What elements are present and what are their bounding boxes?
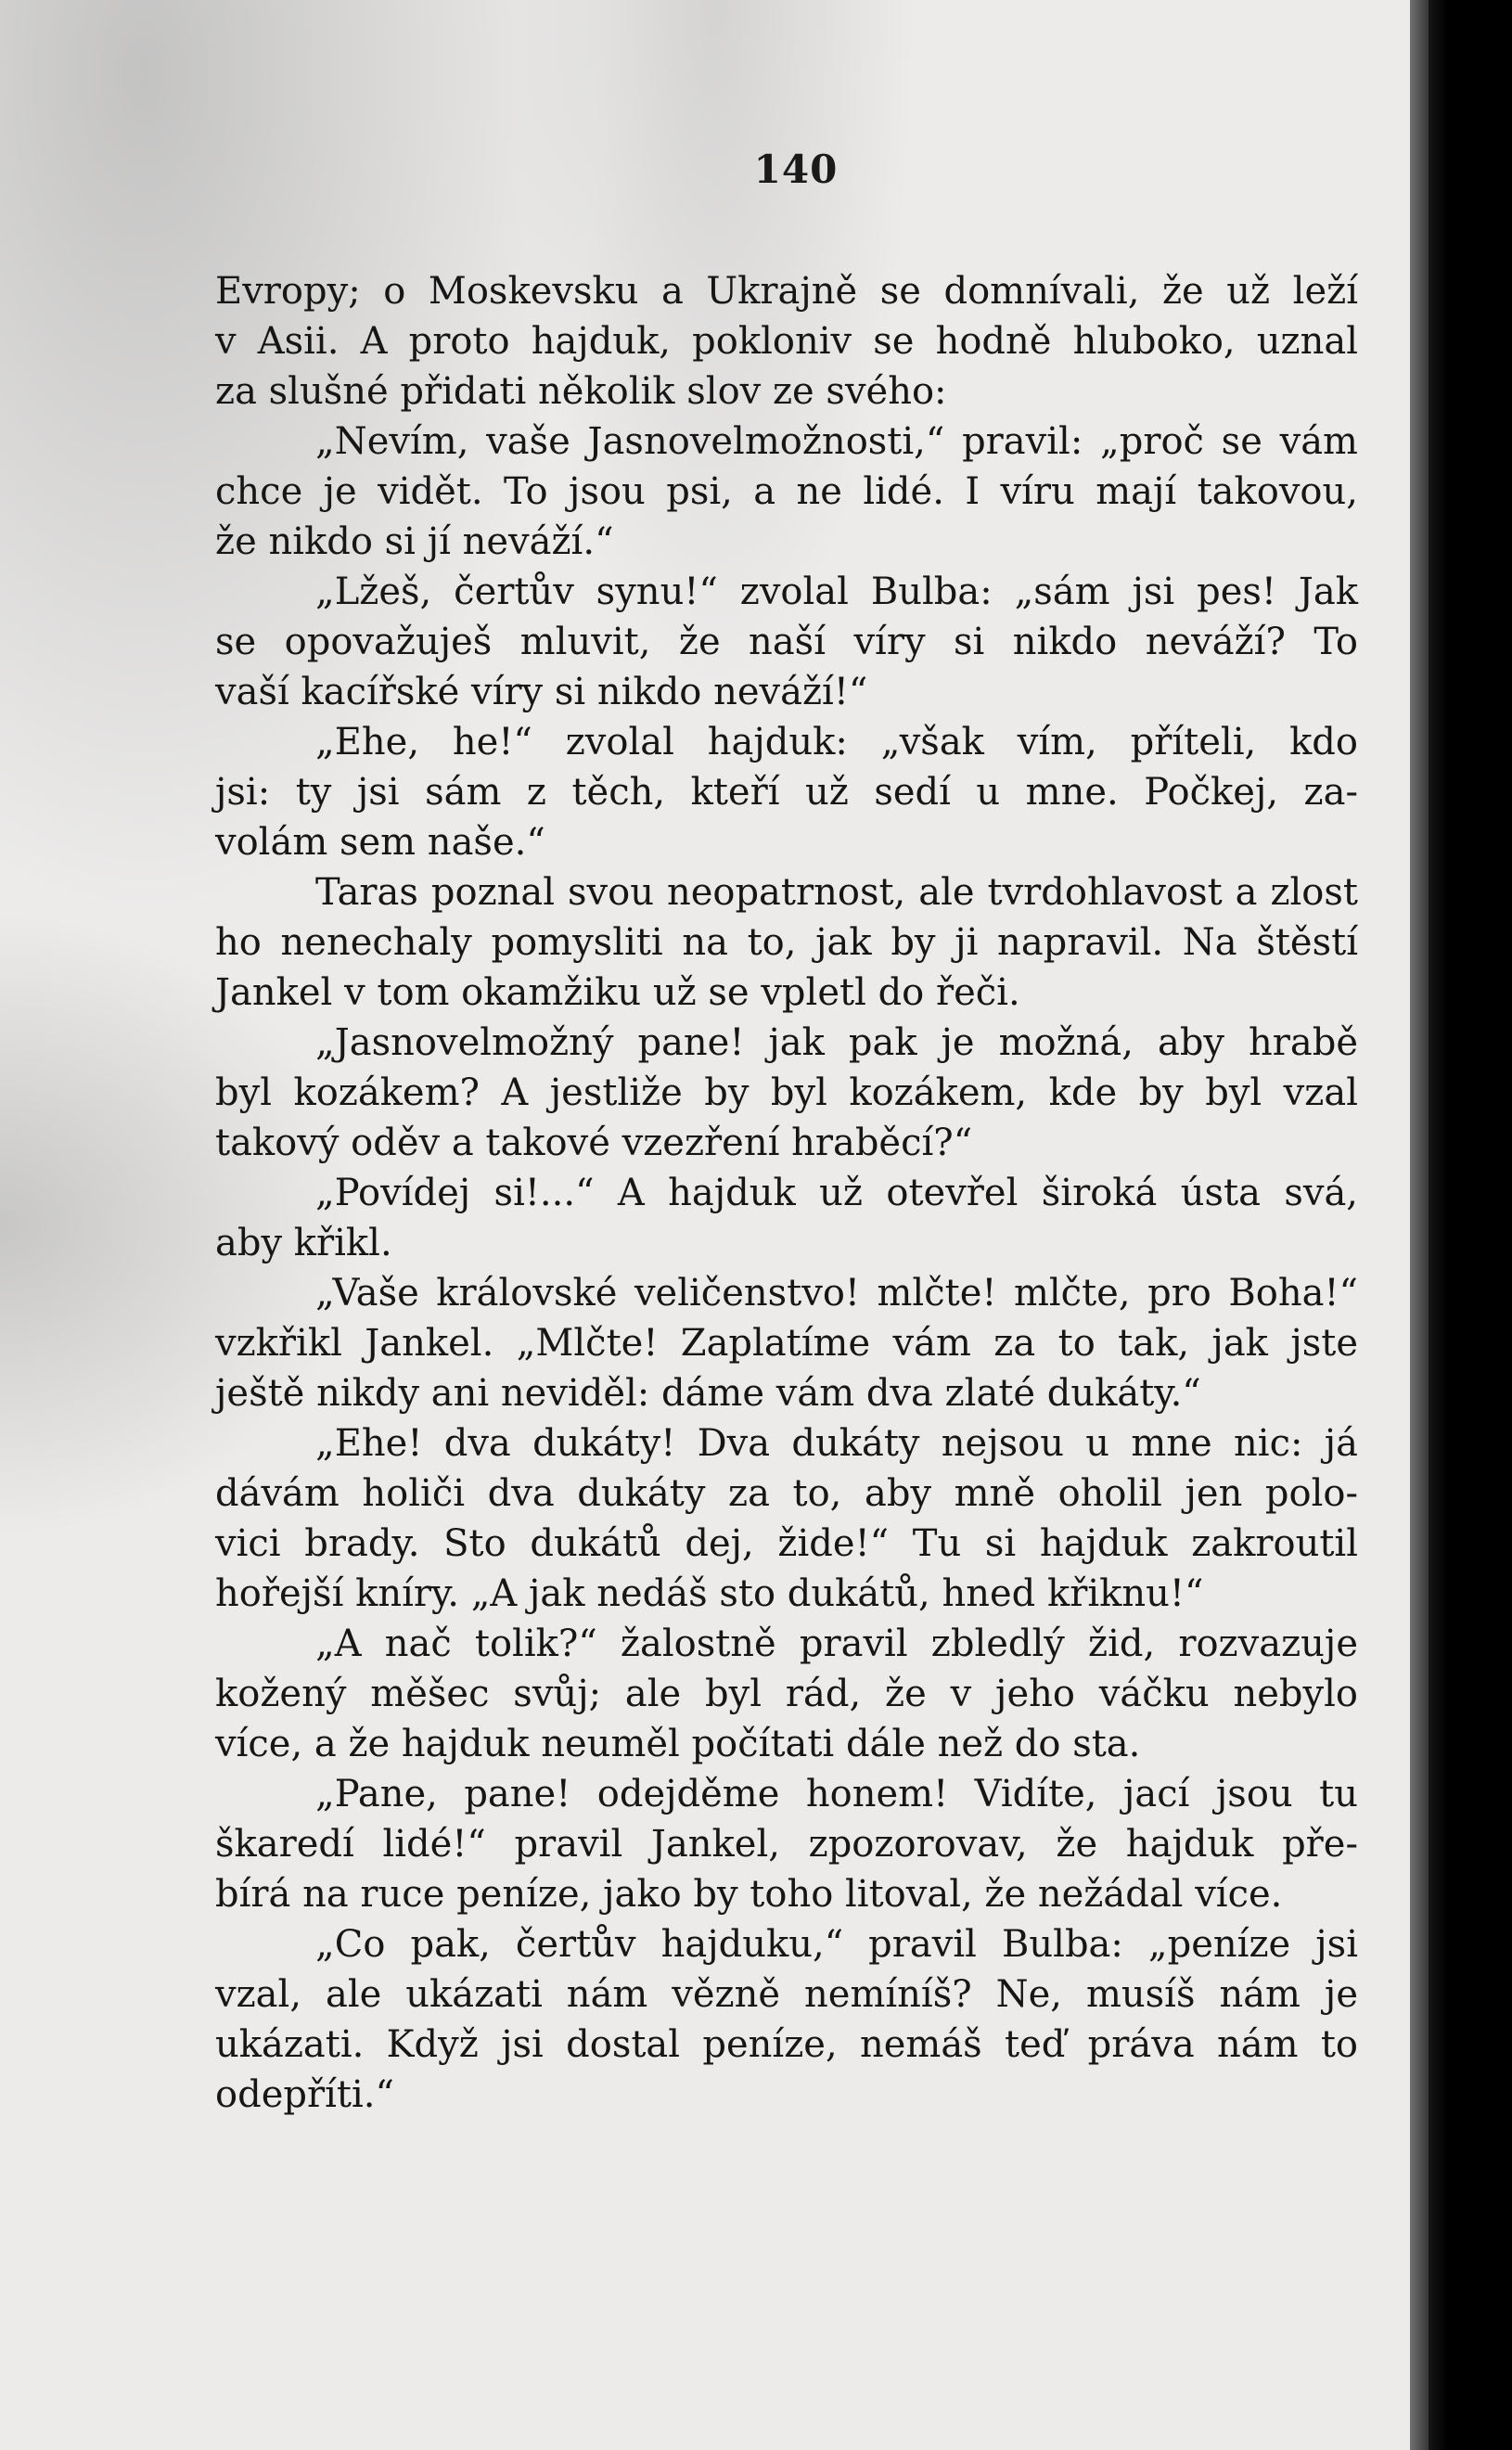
text-line: ještě nikdy ani neviděl: dáme vám dva zlaté dukáty.“ <box>215 1372 1201 1415</box>
text-line: chce je vidět. To jsou psi, a ne lidé. I víru mají takovou, <box>215 470 1358 513</box>
text-line: vaší kacířské víry si nikdo neváží!“ <box>215 671 868 713</box>
text-line: byl kozákem? A jestliže by byl kozákem, kde by byl vzal <box>215 1071 1358 1114</box>
text-line: vzal, ale ukázati nám vězně nemíníš? Ne, musíš nám je <box>215 1973 1358 2016</box>
text-line: „Jasnovelmožný pane! jak pak je možná, aby hrabě <box>315 1021 1358 1064</box>
text-line: Taras poznal svou neopatrnost, ale tvrdohlavost a zlost <box>315 871 1358 914</box>
text-line: odepříti.“ <box>215 2073 394 2116</box>
text-line: „Ehe! dva dukáty! Dva dukáty nejsou u mne nic: já <box>315 1422 1358 1465</box>
text-line: „Povídej si!...“ A hajduk už otevřel široká ústa svá, <box>315 1172 1358 1214</box>
text-line: škaredí lidé!“ pravil Jankel, zpozorovav, že hajduk pře- <box>215 1823 1358 1866</box>
text-line: „Nevím, vaše Jasnovelmožnosti,“ pravil: „proč se vám <box>315 420 1358 463</box>
text-line: ukázati. Když jsi dostal peníze, nemáš teď práva nám to <box>215 2023 1358 2066</box>
body-text <box>215 266 1358 2120</box>
text-line: vici brady. Sto dukátů dej, žide!“ Tu si hajduk zakroutil <box>215 1522 1358 1565</box>
page-number: 140 <box>753 147 839 192</box>
text-line: volám sem naše.“ <box>215 821 545 864</box>
text-line: „A nač tolik?“ žalostně pravil zbledlý žid, rozvazuje <box>315 1623 1358 1665</box>
text-line: vzkřikl Jankel. „Mlčte! Zaplatíme vám za to tak, jak jste <box>215 1322 1358 1365</box>
text-line: že nikdo si jí neváží.“ <box>215 520 614 563</box>
text-line: Jankel v tom okamžiku už se vpletl do řeči. <box>215 971 1020 1014</box>
text-line: takový oděv a takové vzezření hraběcí?“ <box>215 1122 973 1164</box>
text-line: se opovažuješ mluvit, že naší víry si nikdo neváží? To <box>215 621 1358 663</box>
text-line: Evropy; o Moskevsku a Ukrajně se domnívali, že už leží <box>215 270 1358 313</box>
text-line: dávám holiči dva dukáty za to, aby mně oholil jen polo- <box>215 1472 1358 1515</box>
text-line: kožený měšec svůj; ale byl rád, že v jeho váčku nebylo <box>215 1673 1358 1715</box>
text-line: více, a že hajduk neuměl počítati dále než do sta. <box>215 1723 1141 1765</box>
text-line: v Asii. A proto hajduk, pokloniv se hodně hluboko, uznal <box>215 320 1358 363</box>
text-line: jsi: ty jsi sám z těch, kteří už sedí u mne. Počkej, za- <box>215 771 1358 814</box>
text-line: za slušné přidati několik slov ze svého: <box>215 370 947 413</box>
text-line: „Vaše královské veličenstvo! mlčte! mlčte, pro Boha!“ <box>315 1272 1358 1315</box>
text-line: „Lžeš, čertův synu!“ zvolal Bulba: „sám jsi pes! Jak <box>315 571 1358 613</box>
text-line: „Pane, pane! odejděme honem! Vidíte, jací jsou tu <box>315 1773 1358 1815</box>
text-line: „Ehe, he!“ zvolal hajduk: „však vím, příteli, kdo <box>315 721 1358 763</box>
text-line: „Co pak, čertův hajduku,“ pravil Bulba: „peníze jsi <box>315 1923 1358 1966</box>
text-line: hořejší kníry. „A jak nedáš sto dukátů, hned křiknu!“ <box>215 1572 1204 1615</box>
text-line: aby křikl. <box>215 1222 392 1264</box>
text-line: ho nenechaly pomysliti na to, jak by ji napravil. Na štěstí <box>215 921 1358 964</box>
text-line: bírá na ruce peníze, jako by toho litoval, že nežádal více. <box>215 1873 1283 1916</box>
page-gutter-shadow <box>1410 0 1447 2450</box>
